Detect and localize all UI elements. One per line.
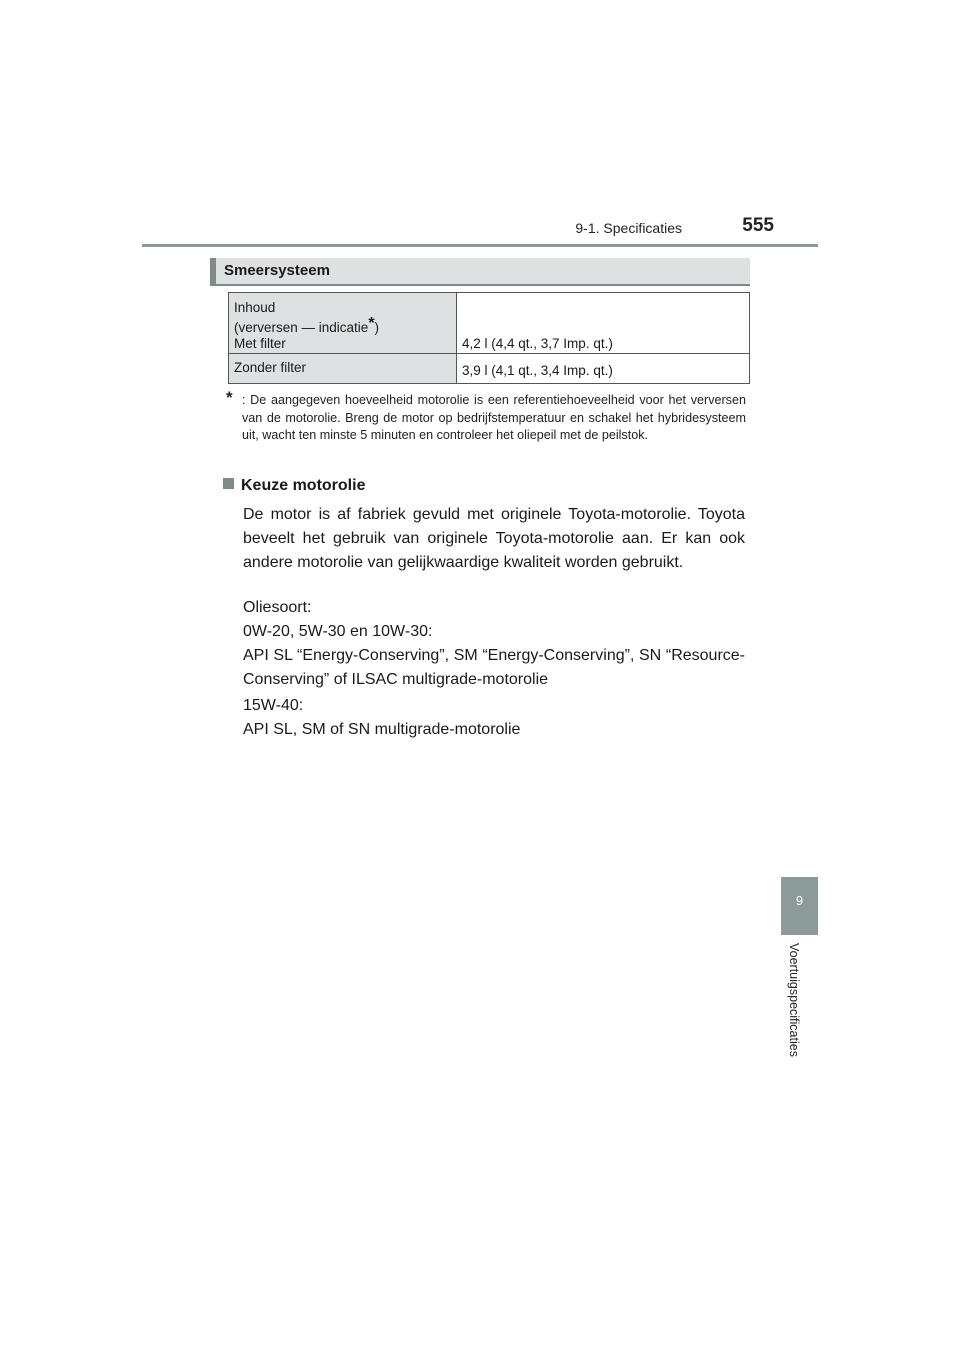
header-section-title: 9-1. Specificaties — [575, 220, 682, 236]
footnote-text: : De aangegeven hoeveelheid motorolie is een referentiehoeveelheid voor het verversen van de motorolie. Breng de motor op bedrijfstemperatuur en schakel het hybridesysteem uit, wacht ten minste 5 minuten en controleer het oliepeil met de peilstok. — [242, 393, 746, 442]
page-number: 555 — [742, 215, 774, 236]
square-bullet-icon — [223, 478, 234, 489]
label-line2-text: (verversen — indicatie — [234, 320, 369, 335]
subsection-title: Keuze motorolie — [241, 477, 366, 494]
subsection-heading — [223, 477, 365, 495]
table-row-2-label: Zonder filter — [234, 360, 307, 375]
footnote — [226, 388, 746, 445]
grade-1-description: API SL “Energy-Conserving”, SM “Energy-Conserving”, SN “Resource-Conserving” of ILSAC multigrade-motorolie — [243, 647, 745, 688]
table-row-1-label-line2 — [234, 316, 379, 336]
table-row-1-label-line3: Met filter — [234, 336, 286, 351]
table-row-1-label-line1: Inhoud — [234, 300, 276, 315]
table-row-divider — [229, 353, 749, 354]
grade-1-heading: 0W-20, 5W-30 en 10W-30: — [243, 623, 433, 640]
table-row-1-label — [234, 300, 379, 352]
label-line2-close: ) — [374, 320, 380, 335]
header-rule — [142, 244, 818, 247]
section-heading: Smeersysteem — [224, 262, 330, 279]
chapter-tab-label-wrap — [783, 943, 807, 1083]
grade-2-heading: 15W-40: — [243, 697, 304, 714]
section-heading-marker — [210, 258, 216, 284]
footnote-marker: * — [226, 388, 233, 407]
section-heading-bar — [210, 258, 750, 286]
grade-2-description: API SL, SM of SN multigrade-motorolie — [243, 721, 521, 738]
chapter-tab: 9 — [781, 877, 818, 935]
table-row-2-value: 3,9 l (4,1 qt., 3,4 Imp. qt.) — [462, 363, 613, 378]
intro-paragraph: De motor is af fabriek gevuld met originele Toyota-motorolie. Toyota beveelt het gebruik van originele Toyota-motorolie aan. Er kan ook andere motorolie van gelijkwaardige kwaliteit worden gebruikt. — [243, 506, 745, 571]
table-row-1-value: 4,2 l (4,4 qt., 3,7 Imp. qt.) — [462, 336, 613, 351]
asterisk-marker: * — [368, 315, 375, 332]
oil-type-label: Oliesoort: — [243, 599, 312, 616]
oil-capacity-table — [228, 292, 750, 384]
chapter-tab-label: Voertuigspecificaties — [787, 943, 801, 1057]
